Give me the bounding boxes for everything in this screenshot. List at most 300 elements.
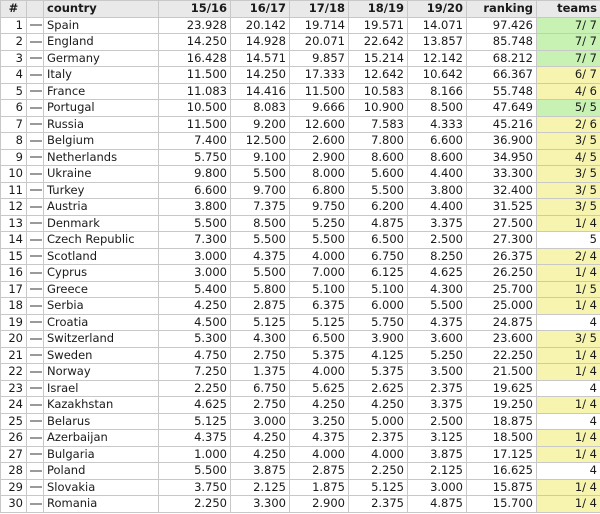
rank-cell: 29 bbox=[1, 479, 27, 496]
season-18-19-value: 2.250 bbox=[349, 463, 408, 480]
ranking-value: 23.600 bbox=[467, 331, 537, 348]
header-trend bbox=[27, 1, 44, 18]
dash-icon bbox=[30, 222, 42, 224]
dash-icon bbox=[30, 354, 42, 356]
ranking-value: 26.375 bbox=[467, 248, 537, 265]
season-15-16-value: 4.375 bbox=[159, 430, 231, 447]
rank-cell: 11 bbox=[1, 182, 27, 199]
season-15-16-value: 5.125 bbox=[159, 413, 231, 430]
rank-cell: 20 bbox=[1, 331, 27, 348]
season-19-20-value: 3.500 bbox=[408, 364, 467, 381]
rank-cell: 17 bbox=[1, 281, 27, 298]
header-season-18-19[interactable]: 18/19 bbox=[349, 1, 408, 18]
season-18-19-value: 10.900 bbox=[349, 100, 408, 117]
season-18-19-value: 5.750 bbox=[349, 314, 408, 331]
season-19-20-value: 8.250 bbox=[408, 248, 467, 265]
season-15-16-value: 2.250 bbox=[159, 380, 231, 397]
season-15-16-value: 4.250 bbox=[159, 298, 231, 315]
season-19-20-value: 8.500 bbox=[408, 100, 467, 117]
dash-icon bbox=[30, 272, 42, 274]
season-17-18-value: 9.750 bbox=[290, 199, 349, 216]
season-18-19-value: 5.000 bbox=[349, 413, 408, 430]
dash-icon bbox=[30, 404, 42, 406]
teams-remaining: 2/ 6 bbox=[537, 116, 600, 133]
season-16-17-value: 9.200 bbox=[231, 116, 290, 133]
trend-cell bbox=[27, 265, 44, 282]
season-19-20-value: 3.000 bbox=[408, 479, 467, 496]
teams-remaining: 1/ 4 bbox=[537, 496, 600, 513]
season-15-16-value: 7.250 bbox=[159, 364, 231, 381]
season-16-17-value: 14.416 bbox=[231, 83, 290, 100]
dash-icon bbox=[30, 305, 42, 307]
teams-remaining: 7/ 7 bbox=[537, 50, 600, 67]
teams-remaining: 4 bbox=[537, 380, 600, 397]
season-18-19-value: 4.125 bbox=[349, 347, 408, 364]
season-19-20-value: 6.600 bbox=[408, 133, 467, 150]
season-19-20-value: 4.625 bbox=[408, 265, 467, 282]
teams-remaining: 1/ 4 bbox=[537, 446, 600, 463]
teams-remaining: 1/ 4 bbox=[537, 298, 600, 315]
season-17-18-value: 12.600 bbox=[290, 116, 349, 133]
trend-cell bbox=[27, 380, 44, 397]
season-17-18-value: 20.071 bbox=[290, 34, 349, 51]
dash-icon bbox=[30, 338, 42, 340]
rank-cell: 16 bbox=[1, 265, 27, 282]
season-17-18-value: 4.000 bbox=[290, 364, 349, 381]
season-16-17-value: 14.928 bbox=[231, 34, 290, 51]
season-15-16-value: 2.250 bbox=[159, 496, 231, 513]
dash-icon bbox=[30, 239, 42, 241]
dash-icon bbox=[30, 156, 42, 158]
rank-cell: 18 bbox=[1, 298, 27, 315]
season-16-17-value: 3.300 bbox=[231, 496, 290, 513]
country-name: Slovakia bbox=[44, 479, 159, 496]
country-name: Greece bbox=[44, 281, 159, 298]
season-18-19-value: 10.583 bbox=[349, 83, 408, 100]
season-17-18-value: 4.250 bbox=[290, 397, 349, 414]
season-17-18-value: 8.000 bbox=[290, 166, 349, 183]
table-row bbox=[1, 331, 600, 348]
season-18-19-value: 5.100 bbox=[349, 281, 408, 298]
rank-cell: 5 bbox=[1, 83, 27, 100]
teams-remaining: 1/ 4 bbox=[537, 364, 600, 381]
season-18-19-value: 7.583 bbox=[349, 116, 408, 133]
country-name: Romania bbox=[44, 496, 159, 513]
season-19-20-value: 4.875 bbox=[408, 496, 467, 513]
country-name: Croatia bbox=[44, 314, 159, 331]
country-name: England bbox=[44, 34, 159, 51]
country-name: Austria bbox=[44, 199, 159, 216]
ranking-value: 24.875 bbox=[467, 314, 537, 331]
rank-cell: 1 bbox=[1, 17, 27, 34]
ranking-value: 19.625 bbox=[467, 380, 537, 397]
teams-remaining: 1/ 5 bbox=[537, 281, 600, 298]
country-name: Israel bbox=[44, 380, 159, 397]
season-16-17-value: 5.500 bbox=[231, 232, 290, 249]
season-15-16-value: 11.500 bbox=[159, 116, 231, 133]
ranking-value: 31.525 bbox=[467, 199, 537, 216]
header-ranking[interactable]: ranking bbox=[467, 1, 537, 18]
table-row bbox=[1, 496, 600, 513]
dash-icon bbox=[30, 371, 42, 373]
season-19-20-value: 4.400 bbox=[408, 166, 467, 183]
season-19-20-value: 3.125 bbox=[408, 430, 467, 447]
season-17-18-value: 2.600 bbox=[290, 133, 349, 150]
rank-cell: 22 bbox=[1, 364, 27, 381]
rank-cell: 9 bbox=[1, 149, 27, 166]
season-17-18-value: 5.100 bbox=[290, 281, 349, 298]
season-15-16-value: 4.750 bbox=[159, 347, 231, 364]
table-row bbox=[1, 232, 600, 249]
season-17-18-value: 11.500 bbox=[290, 83, 349, 100]
season-16-17-value: 5.500 bbox=[231, 166, 290, 183]
trend-cell bbox=[27, 479, 44, 496]
season-19-20-value: 5.250 bbox=[408, 347, 467, 364]
ranking-value: 18.500 bbox=[467, 430, 537, 447]
ranking-value: 97.426 bbox=[467, 17, 537, 34]
table-row bbox=[1, 479, 600, 496]
table-row bbox=[1, 34, 600, 51]
dash-icon bbox=[30, 437, 42, 439]
ranking-value: 32.400 bbox=[467, 182, 537, 199]
country-name: Scotland bbox=[44, 248, 159, 265]
season-16-17-value: 5.125 bbox=[231, 314, 290, 331]
season-17-18-value: 4.375 bbox=[290, 430, 349, 447]
season-15-16-value: 6.600 bbox=[159, 182, 231, 199]
season-19-20-value: 10.642 bbox=[408, 67, 467, 84]
country-name: Belarus bbox=[44, 413, 159, 430]
table-row bbox=[1, 380, 600, 397]
season-16-17-value: 14.250 bbox=[231, 67, 290, 84]
season-15-16-value: 7.300 bbox=[159, 232, 231, 249]
rank-cell: 7 bbox=[1, 116, 27, 133]
trend-cell bbox=[27, 314, 44, 331]
ranking-value: 47.649 bbox=[467, 100, 537, 117]
country-name: Poland bbox=[44, 463, 159, 480]
ranking-value: 36.900 bbox=[467, 133, 537, 150]
season-15-16-value: 1.000 bbox=[159, 446, 231, 463]
dash-icon bbox=[30, 107, 42, 109]
season-17-18-value: 2.875 bbox=[290, 463, 349, 480]
teams-remaining: 2/ 4 bbox=[537, 248, 600, 265]
rank-cell: 2 bbox=[1, 34, 27, 51]
season-17-18-value: 6.375 bbox=[290, 298, 349, 315]
season-16-17-value: 2.750 bbox=[231, 347, 290, 364]
season-18-19-value: 8.600 bbox=[349, 149, 408, 166]
teams-remaining: 1/ 4 bbox=[537, 430, 600, 447]
table-row bbox=[1, 248, 600, 265]
dash-icon bbox=[30, 453, 42, 455]
teams-remaining: 5/ 5 bbox=[537, 100, 600, 117]
season-17-18-value: 5.625 bbox=[290, 380, 349, 397]
table-row bbox=[1, 265, 600, 282]
teams-remaining: 3/ 5 bbox=[537, 133, 600, 150]
trend-cell bbox=[27, 83, 44, 100]
rank-cell: 8 bbox=[1, 133, 27, 150]
season-18-19-value: 22.642 bbox=[349, 34, 408, 51]
table-row bbox=[1, 397, 600, 414]
season-16-17-value: 7.375 bbox=[231, 199, 290, 216]
season-19-20-value: 3.875 bbox=[408, 446, 467, 463]
rank-cell: 21 bbox=[1, 347, 27, 364]
trend-cell bbox=[27, 67, 44, 84]
season-19-20-value: 3.375 bbox=[408, 215, 467, 232]
dash-icon bbox=[30, 189, 42, 191]
dash-icon bbox=[30, 24, 42, 26]
trend-cell bbox=[27, 199, 44, 216]
ranking-value: 21.500 bbox=[467, 364, 537, 381]
season-16-17-value: 3.875 bbox=[231, 463, 290, 480]
country-name: Czech Republic bbox=[44, 232, 159, 249]
ranking-value: 68.212 bbox=[467, 50, 537, 67]
country-name: Sweden bbox=[44, 347, 159, 364]
season-18-19-value: 6.200 bbox=[349, 199, 408, 216]
country-name: Denmark bbox=[44, 215, 159, 232]
season-19-20-value: 2.500 bbox=[408, 232, 467, 249]
teams-remaining: 1/ 4 bbox=[537, 215, 600, 232]
season-17-18-value: 1.875 bbox=[290, 479, 349, 496]
ranking-value: 15.700 bbox=[467, 496, 537, 513]
season-15-16-value: 4.625 bbox=[159, 397, 231, 414]
season-15-16-value: 5.400 bbox=[159, 281, 231, 298]
trend-cell bbox=[27, 298, 44, 315]
trend-cell bbox=[27, 496, 44, 513]
dash-icon bbox=[30, 41, 42, 43]
season-19-20-value: 2.125 bbox=[408, 463, 467, 480]
ranking-value: 18.875 bbox=[467, 413, 537, 430]
season-19-20-value: 4.375 bbox=[408, 314, 467, 331]
season-16-17-value: 4.375 bbox=[231, 248, 290, 265]
season-17-18-value: 9.857 bbox=[290, 50, 349, 67]
season-17-18-value: 19.714 bbox=[290, 17, 349, 34]
table-row bbox=[1, 463, 600, 480]
ranking-value: 27.300 bbox=[467, 232, 537, 249]
country-name: Ukraine bbox=[44, 166, 159, 183]
dash-icon bbox=[30, 486, 42, 488]
season-18-19-value: 5.125 bbox=[349, 479, 408, 496]
season-19-20-value: 8.166 bbox=[408, 83, 467, 100]
country-name: Switzerland bbox=[44, 331, 159, 348]
rank-cell: 13 bbox=[1, 215, 27, 232]
table-row bbox=[1, 413, 600, 430]
header-rank[interactable]: # bbox=[1, 1, 27, 18]
teams-remaining: 4 bbox=[537, 463, 600, 480]
season-15-16-value: 5.500 bbox=[159, 215, 231, 232]
ranking-value: 34.950 bbox=[467, 149, 537, 166]
season-16-17-value: 5.500 bbox=[231, 265, 290, 282]
table-row bbox=[1, 133, 600, 150]
season-18-19-value: 12.642 bbox=[349, 67, 408, 84]
ranking-value: 25.000 bbox=[467, 298, 537, 315]
rank-cell: 24 bbox=[1, 397, 27, 414]
season-19-20-value: 8.600 bbox=[408, 149, 467, 166]
rank-cell: 23 bbox=[1, 380, 27, 397]
table-row bbox=[1, 166, 600, 183]
season-17-18-value: 5.500 bbox=[290, 232, 349, 249]
ranking-value: 26.250 bbox=[467, 265, 537, 282]
ranking-value: 22.250 bbox=[467, 347, 537, 364]
trend-cell bbox=[27, 331, 44, 348]
country-name: Turkey bbox=[44, 182, 159, 199]
table-row bbox=[1, 116, 600, 133]
season-16-17-value: 14.571 bbox=[231, 50, 290, 67]
rank-cell: 26 bbox=[1, 430, 27, 447]
table-row bbox=[1, 50, 600, 67]
season-15-16-value: 3.800 bbox=[159, 199, 231, 216]
season-16-17-value: 8.083 bbox=[231, 100, 290, 117]
season-15-16-value: 11.500 bbox=[159, 67, 231, 84]
season-15-16-value: 4.500 bbox=[159, 314, 231, 331]
ranking-value: 17.125 bbox=[467, 446, 537, 463]
table-row bbox=[1, 67, 600, 84]
trend-cell bbox=[27, 215, 44, 232]
dash-icon bbox=[30, 123, 42, 125]
season-15-16-value: 9.800 bbox=[159, 166, 231, 183]
season-17-18-value: 2.900 bbox=[290, 496, 349, 513]
season-16-17-value: 9.100 bbox=[231, 149, 290, 166]
teams-remaining: 3/ 5 bbox=[537, 166, 600, 183]
trend-cell bbox=[27, 397, 44, 414]
trend-cell bbox=[27, 100, 44, 117]
table-row bbox=[1, 182, 600, 199]
rank-cell: 14 bbox=[1, 232, 27, 249]
season-19-20-value: 4.333 bbox=[408, 116, 467, 133]
season-17-18-value: 6.800 bbox=[290, 182, 349, 199]
header-season-17-18[interactable]: 17/18 bbox=[290, 1, 349, 18]
season-17-18-value: 6.500 bbox=[290, 331, 349, 348]
season-16-17-value: 8.500 bbox=[231, 215, 290, 232]
table-row bbox=[1, 347, 600, 364]
rank-cell: 28 bbox=[1, 463, 27, 480]
country-name: Russia bbox=[44, 116, 159, 133]
dash-icon bbox=[30, 74, 42, 76]
season-16-17-value: 20.142 bbox=[231, 17, 290, 34]
season-18-19-value: 2.625 bbox=[349, 380, 408, 397]
table-row bbox=[1, 281, 600, 298]
header-row bbox=[1, 1, 600, 18]
teams-remaining: 6/ 7 bbox=[537, 67, 600, 84]
rank-cell: 10 bbox=[1, 166, 27, 183]
season-17-18-value: 9.666 bbox=[290, 100, 349, 117]
season-16-17-value: 4.250 bbox=[231, 446, 290, 463]
season-16-17-value: 12.500 bbox=[231, 133, 290, 150]
trend-cell bbox=[27, 347, 44, 364]
header-teams[interactable]: teams bbox=[537, 1, 600, 18]
season-15-16-value: 3.000 bbox=[159, 248, 231, 265]
ranking-value: 25.700 bbox=[467, 281, 537, 298]
season-16-17-value: 2.750 bbox=[231, 397, 290, 414]
dash-icon bbox=[30, 420, 42, 422]
dash-icon bbox=[30, 255, 42, 257]
header-country[interactable]: country bbox=[44, 1, 159, 18]
country-name: France bbox=[44, 83, 159, 100]
rank-cell: 4 bbox=[1, 67, 27, 84]
country-name: Portugal bbox=[44, 100, 159, 117]
season-15-16-value: 14.250 bbox=[159, 34, 231, 51]
country-name: Cyprus bbox=[44, 265, 159, 282]
header-season-19-20[interactable]: 19/20 bbox=[408, 1, 467, 18]
season-19-20-value: 4.400 bbox=[408, 199, 467, 216]
country-name: Spain bbox=[44, 17, 159, 34]
teams-remaining: 1/ 4 bbox=[537, 347, 600, 364]
season-16-17-value: 9.700 bbox=[231, 182, 290, 199]
teams-remaining: 5 bbox=[537, 232, 600, 249]
season-18-19-value: 19.571 bbox=[349, 17, 408, 34]
trend-cell bbox=[27, 166, 44, 183]
header-season-15-16[interactable]: 15/16 bbox=[159, 1, 231, 18]
ranking-value: 55.748 bbox=[467, 83, 537, 100]
dash-icon bbox=[30, 173, 42, 175]
season-15-16-value: 10.500 bbox=[159, 100, 231, 117]
season-16-17-value: 3.000 bbox=[231, 413, 290, 430]
trend-cell bbox=[27, 116, 44, 133]
season-18-19-value: 6.125 bbox=[349, 265, 408, 282]
season-16-17-value: 2.125 bbox=[231, 479, 290, 496]
season-19-20-value: 14.071 bbox=[408, 17, 467, 34]
country-name: Netherlands bbox=[44, 149, 159, 166]
season-15-16-value: 5.300 bbox=[159, 331, 231, 348]
season-19-20-value: 13.857 bbox=[408, 34, 467, 51]
rank-cell: 6 bbox=[1, 100, 27, 117]
country-name: Kazakhstan bbox=[44, 397, 159, 414]
header-season-16-17[interactable]: 16/17 bbox=[231, 1, 290, 18]
country-name: Germany bbox=[44, 50, 159, 67]
season-15-16-value: 3.000 bbox=[159, 265, 231, 282]
country-name: Belgium bbox=[44, 133, 159, 150]
season-17-18-value: 17.333 bbox=[290, 67, 349, 84]
season-15-16-value: 5.750 bbox=[159, 149, 231, 166]
season-18-19-value: 4.875 bbox=[349, 215, 408, 232]
country-name: Bulgaria bbox=[44, 446, 159, 463]
table-row bbox=[1, 100, 600, 117]
table-row bbox=[1, 149, 600, 166]
dash-icon bbox=[30, 321, 42, 323]
dash-icon bbox=[30, 503, 42, 505]
season-17-18-value: 5.250 bbox=[290, 215, 349, 232]
teams-remaining: 1/ 4 bbox=[537, 397, 600, 414]
trend-cell bbox=[27, 248, 44, 265]
teams-remaining: 3/ 5 bbox=[537, 331, 600, 348]
table-row bbox=[1, 430, 600, 447]
season-15-16-value: 5.500 bbox=[159, 463, 231, 480]
dash-icon bbox=[30, 90, 42, 92]
table-row bbox=[1, 314, 600, 331]
season-19-20-value: 5.500 bbox=[408, 298, 467, 315]
ranking-value: 15.875 bbox=[467, 479, 537, 496]
season-16-17-value: 6.750 bbox=[231, 380, 290, 397]
table-row bbox=[1, 364, 600, 381]
table-row bbox=[1, 298, 600, 315]
teams-remaining: 1/ 4 bbox=[537, 479, 600, 496]
ranking-value: 27.500 bbox=[467, 215, 537, 232]
dash-icon bbox=[30, 206, 42, 208]
rank-cell: 30 bbox=[1, 496, 27, 513]
rank-cell: 25 bbox=[1, 413, 27, 430]
season-17-18-value: 5.375 bbox=[290, 347, 349, 364]
teams-remaining: 3/ 5 bbox=[537, 199, 600, 216]
season-17-18-value: 2.900 bbox=[290, 149, 349, 166]
teams-remaining: 4/ 6 bbox=[537, 83, 600, 100]
ranking-value: 45.216 bbox=[467, 116, 537, 133]
trend-cell bbox=[27, 463, 44, 480]
season-16-17-value: 1.375 bbox=[231, 364, 290, 381]
trend-cell bbox=[27, 133, 44, 150]
teams-remaining: 1/ 4 bbox=[537, 265, 600, 282]
country-name: Serbia bbox=[44, 298, 159, 315]
season-15-16-value: 11.083 bbox=[159, 83, 231, 100]
teams-remaining: 4 bbox=[537, 314, 600, 331]
season-16-17-value: 4.300 bbox=[231, 331, 290, 348]
